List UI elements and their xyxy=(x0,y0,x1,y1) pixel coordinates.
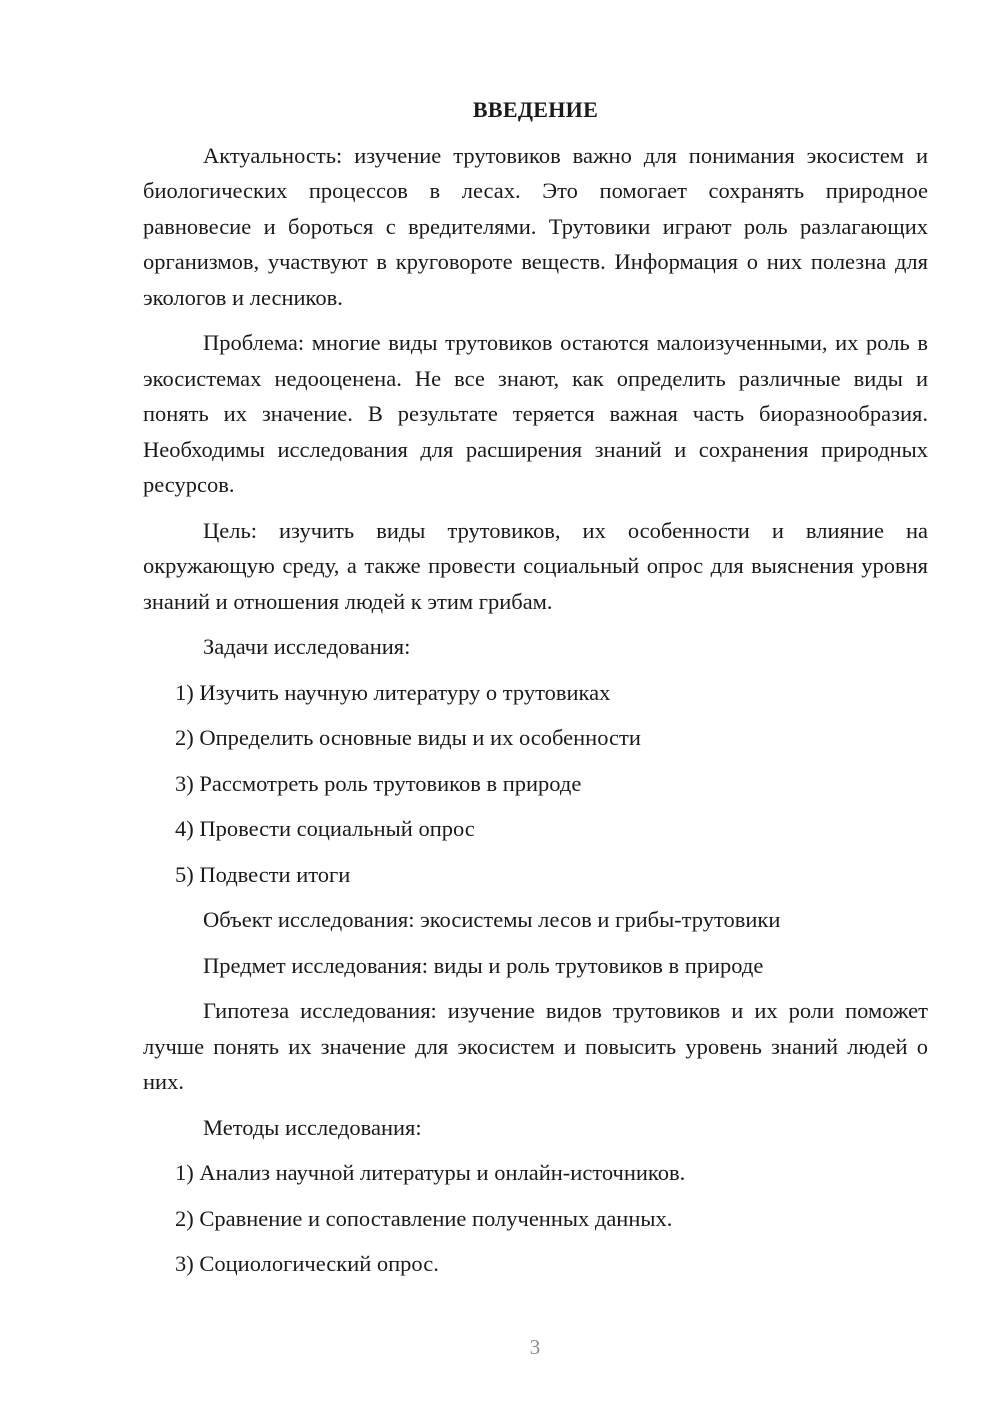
problem-paragraph: Проблема: многие виды трутовиков остаются малоизученными, их роль в экосистемах недооценена. Не все знают, как определить различные виды и понять их значение. В результате теряется важная часть биоразнообразия. Необходимы исследования для расширения знаний и сохранения природных ресурсов. xyxy=(143,330,928,497)
task-item: 3) Рассмотреть роль трутовиков в природе xyxy=(175,770,582,796)
method-item: 3) Социологический опрос. xyxy=(175,1251,439,1276)
page-title: ВВЕДЕНИЕ xyxy=(472,97,599,122)
tasks-heading: Задачи исследования: xyxy=(203,634,411,659)
page-number: 3 xyxy=(529,1335,541,1359)
research-subject: Предмет исследования: виды и роль трутовиков в природе xyxy=(203,952,764,978)
task-item: 5) Подвести итоги xyxy=(175,861,351,887)
goal-paragraph: Цель: изучить виды трутовиков, их особенности и влияние на окружающую среду, а также провести социальный опрос для выяснения уровня знаний и отношения людей к этим грибам. xyxy=(143,517,928,614)
task-item: 1) Изучить научную литературу о трутовиках xyxy=(175,679,611,705)
method-item: 1) Анализ научной литературы и онлайн-источников. xyxy=(175,1160,686,1185)
method-item: 2) Сравнение и сопоставление полученных данных. xyxy=(175,1205,673,1231)
document-page xyxy=(143,92,928,1292)
research-object: Объект исследования: экосистемы лесов и грибы-трутовики xyxy=(203,907,781,932)
methods-heading: Методы исследования: xyxy=(203,1114,422,1140)
task-item: 4) Провести социальный опрос xyxy=(175,816,475,841)
task-item: 2) Определить основные виды и их особенности xyxy=(175,725,641,750)
hypothesis-paragraph: Гипотеза исследования: изучение видов трутовиков и их роли поможет лучше понять их значение для экосистем и повысить уровень знаний людей о них. xyxy=(143,998,928,1094)
relevance-paragraph: Актуальность: изучение трутовиков важно для понимания экосистем и биологических процессов в лесах. Это помогает сохранять природное равновесие и бороться с вредителями. Трутовики играют роль разлагающих организмов, участвуют в круговороте веществ. Информация о них полезна для экологов и лесников. xyxy=(143,142,928,310)
